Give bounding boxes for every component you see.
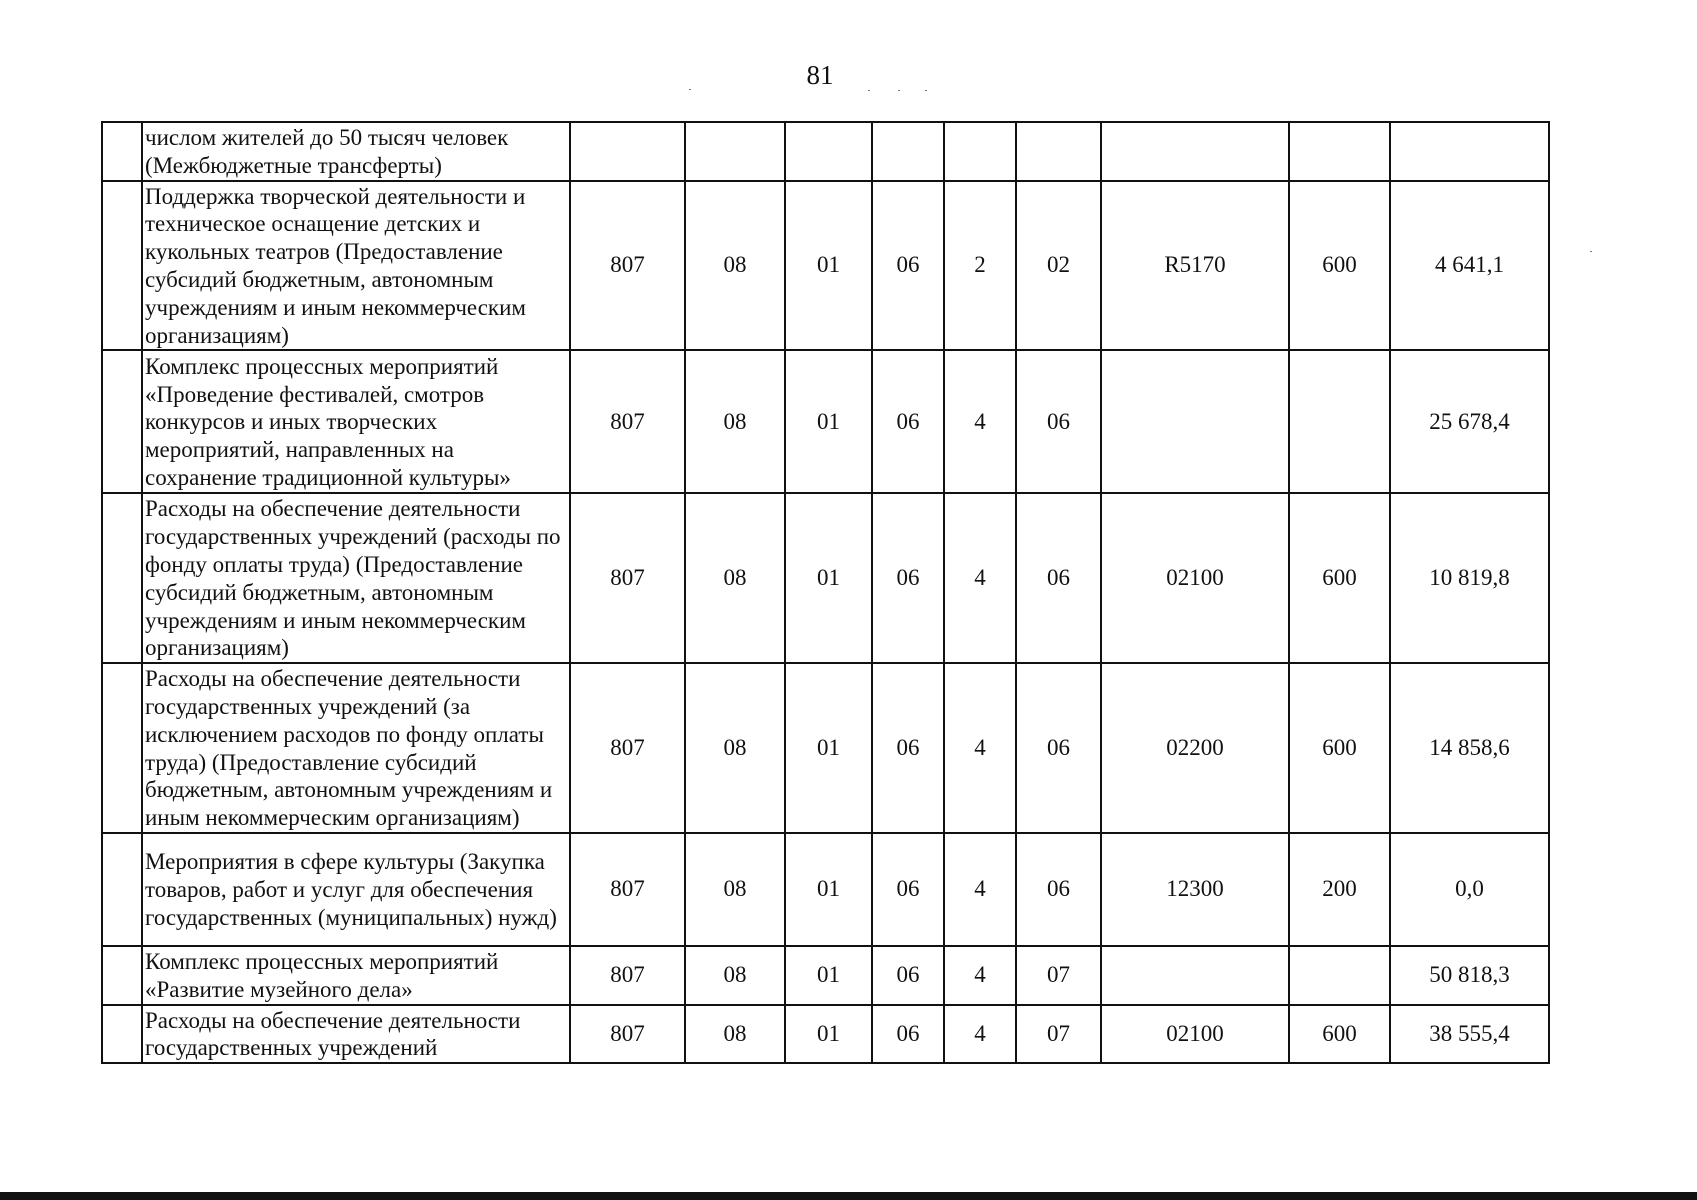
row-marker-cell [102, 181, 142, 351]
code-1: 807 [570, 946, 685, 1005]
code-4 [872, 122, 944, 181]
table-row [102, 122, 1549, 181]
item-name: Расходы на обеспечение деятельности государственных учреждений [142, 1005, 570, 1064]
code-7 [1101, 122, 1289, 181]
code-3: 01 [785, 493, 872, 663]
item-name: Комплекс процессных мероприятий «Проведение фестивалей, смотров конкурсов и иных творческих мероприятий, направленных на сохранение традиционной культуры» [142, 350, 570, 493]
code-3: 01 [785, 946, 872, 1005]
table-row [102, 181, 1549, 351]
code-4: 06 [872, 946, 944, 1005]
code-4: 06 [872, 663, 944, 833]
code-5: 4 [944, 1005, 1016, 1064]
amount: 38 555,4 [1390, 1005, 1549, 1064]
amount: 25 678,4 [1390, 350, 1549, 493]
item-name: Расходы на обеспечение деятельности государственных учреждений (за исключением расходов по фонду оплаты труда) (Предоставление субсидий бюджетным, автономным учреждениям и иным некоммерческим организациям) [142, 663, 570, 833]
code-4: 06 [872, 493, 944, 663]
row-marker-cell [102, 493, 142, 663]
code-7: 02200 [1101, 663, 1289, 833]
table-row [102, 350, 1549, 493]
code-6: 06 [1016, 493, 1101, 663]
row-marker-cell [102, 122, 142, 181]
table-row [102, 1005, 1549, 1064]
amount: 14 858,6 [1390, 663, 1549, 833]
code-7 [1101, 946, 1289, 1005]
code-4: 06 [872, 350, 944, 493]
code-4: 06 [872, 1005, 944, 1064]
code-8 [1289, 350, 1390, 493]
row-marker-cell [102, 663, 142, 833]
code-3: 01 [785, 663, 872, 833]
amount: 50 818,3 [1390, 946, 1549, 1005]
code-7: 02100 [1101, 1005, 1289, 1064]
code-8: 200 [1289, 833, 1390, 946]
scan-speck [898, 90, 900, 91]
code-8: 600 [1289, 181, 1390, 351]
code-5 [944, 122, 1016, 181]
code-7 [1101, 350, 1289, 493]
code-3: 01 [785, 350, 872, 493]
table-row [102, 946, 1549, 1005]
table-row [102, 833, 1549, 946]
code-8 [1289, 122, 1390, 181]
code-8: 600 [1289, 1005, 1390, 1064]
code-1: 807 [570, 833, 685, 946]
code-8: 600 [1289, 663, 1390, 833]
row-marker-cell [102, 350, 142, 493]
code-5: 2 [944, 181, 1016, 351]
scan-speck [1590, 251, 1592, 252]
amount: 10 819,8 [1390, 493, 1549, 663]
code-3: 01 [785, 181, 872, 351]
table-row [102, 663, 1549, 833]
code-5: 4 [944, 833, 1016, 946]
code-2: 08 [685, 1005, 785, 1064]
page-number: 81 [806, 60, 834, 90]
code-1: 807 [570, 1005, 685, 1064]
code-2: 08 [685, 181, 785, 351]
amount [1390, 122, 1549, 181]
table-row [102, 493, 1549, 663]
code-6: 06 [1016, 833, 1101, 946]
code-5: 4 [944, 946, 1016, 1005]
code-6: 06 [1016, 663, 1101, 833]
code-3: 01 [785, 833, 872, 946]
code-4: 06 [872, 833, 944, 946]
item-name: Расходы на обеспечение деятельности государственных учреждений (расходы по фонду оплаты труда) (Предоставление субсидий бюджетным, автономным учреждениям и иным некоммерческим организациям) [142, 493, 570, 663]
code-5: 4 [944, 663, 1016, 833]
item-name: Поддержка творческой деятельности и техническое оснащение детских и кукольных театров (Предоставление субсидий бюджетным, автономным учреждениям и иным некоммерческим организациям) [142, 181, 570, 351]
amount: 0,0 [1390, 833, 1549, 946]
code-7: R5170 [1101, 181, 1289, 351]
code-6: 07 [1016, 1005, 1101, 1064]
code-5: 4 [944, 493, 1016, 663]
code-3: 01 [785, 1005, 872, 1064]
code-1: 807 [570, 663, 685, 833]
code-4: 06 [872, 181, 944, 351]
code-7: 12300 [1101, 833, 1289, 946]
scan-speck [925, 90, 927, 91]
code-8 [1289, 946, 1390, 1005]
code-5: 4 [944, 350, 1016, 493]
code-2 [685, 122, 785, 181]
code-2: 08 [685, 946, 785, 1005]
code-2: 08 [685, 663, 785, 833]
item-name: числом жителей до 50 тысяч человек (Межбюджетные трансферты) [142, 122, 570, 181]
scan-edge-bar [0, 1192, 1697, 1200]
code-7: 02100 [1101, 493, 1289, 663]
code-1: 807 [570, 350, 685, 493]
code-3 [785, 122, 872, 181]
row-marker-cell [102, 833, 142, 946]
budget-table [101, 121, 1550, 1064]
code-6: 06 [1016, 350, 1101, 493]
code-2: 08 [685, 350, 785, 493]
code-2: 08 [685, 833, 785, 946]
code-6 [1016, 122, 1101, 181]
row-marker-cell [102, 946, 142, 1005]
item-name: Мероприятия в сфере культуры (Закупка товаров, работ и услуг для обеспечения государственных (муниципальных) нужд) [142, 833, 570, 946]
row-marker-cell [102, 1005, 142, 1064]
amount: 4 641,1 [1390, 181, 1549, 351]
code-6: 07 [1016, 946, 1101, 1005]
code-8: 600 [1289, 493, 1390, 663]
code-1: 807 [570, 181, 685, 351]
item-name: Комплекс процессных мероприятий «Развитие музейного дела» [142, 946, 570, 1005]
scan-speck [689, 89, 691, 90]
code-1 [570, 122, 685, 181]
scan-speck [868, 90, 870, 91]
code-6: 02 [1016, 181, 1101, 351]
code-2: 08 [685, 493, 785, 663]
code-1: 807 [570, 493, 685, 663]
